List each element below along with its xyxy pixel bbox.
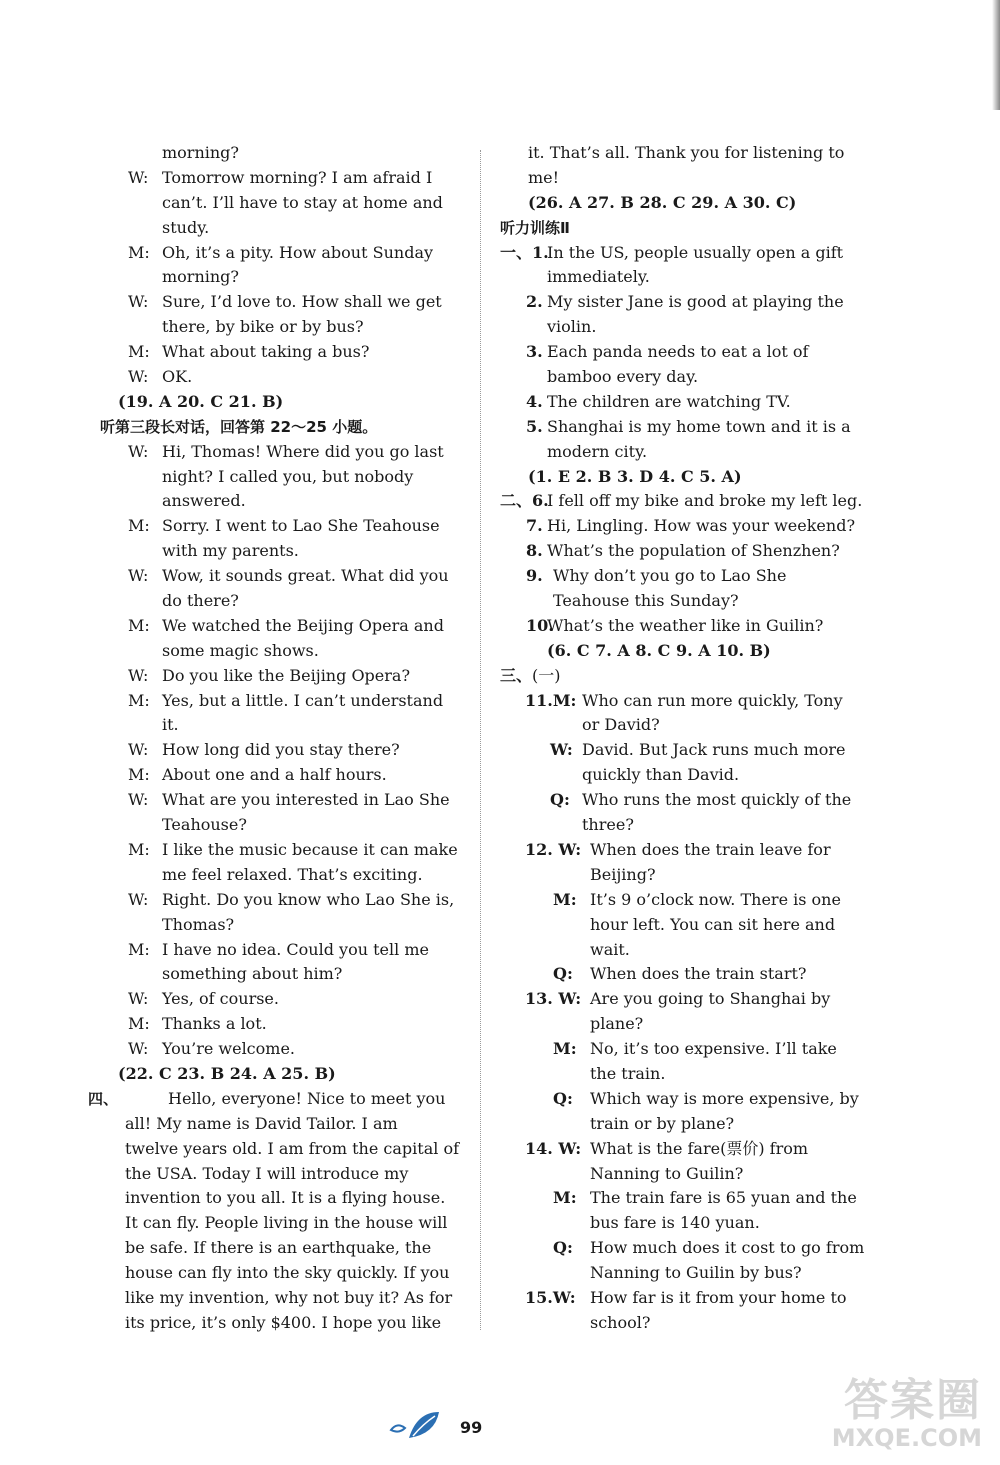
line-text: wait. [590, 939, 630, 959]
line-text: Nanning to Guilin? [590, 1163, 744, 1183]
item-label: Q: [553, 1088, 573, 1108]
line-text: How long did you stay there? [162, 740, 400, 760]
text-line [500, 888, 855, 913]
text-line [500, 1286, 855, 1311]
text-line [500, 489, 863, 514]
line-text: (1. E 2. B 3. D 4. C 5. A) [528, 466, 742, 486]
text-line [128, 265, 458, 290]
item-label: 一、1. [500, 242, 549, 262]
text-line [500, 913, 855, 938]
text-line [128, 191, 458, 216]
line-text: You’re welcome. [162, 1039, 295, 1059]
item-label: 10. [526, 615, 554, 635]
line-text: Are you going to Shanghai by [590, 989, 831, 1009]
text-line [128, 290, 458, 315]
line-text: plane? [590, 1014, 644, 1034]
text-line [128, 863, 458, 888]
text-line [128, 913, 458, 938]
line-text: No, it’s too expensive. I’ll take [590, 1039, 837, 1059]
text-line [128, 241, 458, 266]
speaker-label: W: [128, 1039, 149, 1059]
text-line [128, 216, 458, 241]
text-line [128, 589, 458, 614]
text-line [500, 539, 855, 564]
line-text: Hi, Thomas! Where did you go last [162, 441, 444, 461]
page-number: 99 [460, 1418, 483, 1437]
speaker-label: M: [128, 690, 150, 710]
text-line [128, 1012, 458, 1037]
item-label: 三、 [500, 665, 533, 685]
line-text: I like the music because it can make [162, 839, 458, 859]
text-line [125, 1311, 458, 1336]
text-line [128, 738, 458, 763]
text-line [88, 1087, 458, 1112]
line-text: (26. A 27. B 28. C 29. A 30. C) [528, 192, 797, 212]
line-text: Sorry. I went to Lao She Teahouse [162, 516, 440, 536]
text-line [125, 1137, 459, 1162]
scan-edge-shadow [992, 0, 1000, 110]
text-line [500, 141, 855, 166]
speaker-label: W: [128, 740, 149, 760]
speaker-label: W: [128, 566, 149, 586]
item-label: 二、6. [500, 491, 549, 511]
line-text: Why don’t you go to Lao She [553, 566, 787, 586]
text-line [500, 639, 855, 664]
line-text: OK. [162, 367, 193, 387]
text-line [500, 788, 855, 813]
line-text: What’s the population of Shenzhen? [547, 541, 840, 561]
watermark [831, 1375, 982, 1452]
line-text: When does the train leave for [590, 839, 831, 859]
speaker-label: W: [128, 889, 149, 909]
text-line [128, 365, 458, 390]
speaker-label: M: [128, 1014, 150, 1034]
text-line [128, 465, 458, 490]
line-text: all! My name is David Tailor. I am [125, 1113, 398, 1133]
line-text: house can fly into the sky quickly. If you [125, 1263, 450, 1283]
line-text: Hi, Lingling. How was your weekend? [547, 516, 856, 536]
line-text: Shanghai is my home town and it is a [547, 416, 851, 436]
text-line [128, 614, 458, 639]
text-line [128, 713, 458, 738]
text-line [500, 340, 855, 365]
watermark-top: 答案圈 [844, 1375, 982, 1426]
text-line [118, 1062, 458, 1087]
line-text: Teahouse? [162, 815, 247, 835]
text-line [500, 290, 855, 315]
line-text: Wow, it sounds great. What did you [162, 566, 449, 586]
line-text: Nanning to Guilin by bus? [590, 1263, 802, 1283]
text-line [500, 216, 855, 241]
line-text: it. [162, 715, 179, 735]
line-text: (19. A 20. C 21. B) [118, 391, 284, 411]
leaf-ornament-icon [385, 1408, 445, 1444]
text-line [500, 863, 855, 888]
text-line [128, 788, 458, 813]
text-line [500, 166, 855, 191]
text-line [500, 1211, 855, 1236]
text-line [500, 689, 855, 714]
text-line [500, 962, 855, 987]
speaker-label: M: [128, 939, 150, 959]
line-text: me feel relaxed. That’s exciting. [162, 864, 423, 884]
line-text: invention to you all. It is a flying house. [125, 1188, 446, 1208]
line-text: About one and a half hours. [162, 765, 387, 785]
item-label: 9. [526, 566, 543, 586]
line-text: 听第三段长对话，回答第 22～25 小题。 [100, 417, 378, 436]
line-text: How much does it cost to go from [590, 1238, 865, 1258]
line-text: answered. [162, 491, 246, 511]
line-text: three? [582, 815, 634, 835]
item-label: 2. [526, 292, 543, 312]
text-line [128, 813, 458, 838]
text-line [118, 390, 458, 415]
text-line [500, 415, 855, 440]
speaker-label: M: [128, 839, 150, 859]
line-text: What’s the weather like in Guilin? [547, 615, 824, 635]
speaker-label: W: [128, 665, 149, 685]
text-line [500, 813, 855, 838]
item-label: Q: [550, 790, 570, 810]
line-text: quickly than David. [582, 765, 740, 785]
speaker-label: M: [128, 342, 150, 362]
line-text: modern city. [547, 441, 648, 461]
speaker-label: W: [128, 292, 149, 312]
text-line [128, 838, 458, 863]
line-text: be safe. If there is an earthquake, the [125, 1238, 432, 1258]
line-text: there, by bike or by bus? [162, 317, 364, 337]
text-line [500, 265, 855, 290]
line-text: Oh, it’s a pity. How about Sunday [162, 242, 434, 262]
text-line [128, 689, 458, 714]
text-line [128, 315, 458, 340]
item-label: Q: [553, 964, 573, 984]
line-text: Yes, of course. [162, 989, 279, 1009]
speaker-label: W: [128, 167, 149, 187]
text-line [128, 539, 458, 564]
item-label: 4. [526, 391, 543, 411]
line-text: or David? [582, 715, 660, 735]
line-text: What about taking a bus? [162, 342, 370, 362]
line-text: What are you interested in Lao She [162, 790, 450, 810]
line-text: David. But Jack runs much more [582, 740, 846, 760]
text-line [500, 1162, 855, 1187]
text-line [128, 664, 458, 689]
line-text: Thanks a lot. [162, 1014, 267, 1034]
line-text: Which way is more expensive, by [590, 1088, 859, 1108]
line-text: its price, it’s only $400. I hope you like [125, 1312, 442, 1332]
text-line [500, 1087, 859, 1112]
text-line [500, 1062, 855, 1087]
line-text: How far is it from your home to [590, 1287, 847, 1307]
line-text: school? [590, 1312, 651, 1332]
text-line [500, 1012, 855, 1037]
text-line [128, 340, 458, 365]
text-line [128, 564, 458, 589]
text-line [125, 1186, 458, 1211]
line-text: (6. C 7. A 8. C 9. A 10. B) [547, 640, 771, 660]
speaker-label: M: [128, 615, 150, 635]
text-line [500, 738, 855, 763]
item-label: 8. [526, 541, 543, 561]
section-label: 四、 [88, 1089, 119, 1108]
line-text: the USA. Today I will introduce my [125, 1163, 409, 1183]
text-line [128, 514, 458, 539]
line-text: morning? [162, 143, 239, 162]
item-label: 13. W: [525, 989, 582, 1009]
line-text: What is the fare(票价) from [590, 1138, 809, 1158]
text-line [125, 1236, 458, 1261]
line-text: Sure, I’d love to. How shall we get [162, 292, 442, 312]
text-line [500, 838, 855, 863]
text-line [500, 191, 855, 216]
line-text: twelve years old. I am from the capital of [125, 1138, 459, 1158]
item-label: 7. [526, 516, 543, 536]
text-line [500, 713, 855, 738]
item-label: 12. W: [525, 839, 582, 859]
line-text: Yes, but a little. I can’t understand [162, 690, 444, 710]
line-text: something about him? [162, 964, 343, 984]
speaker-label: W: [128, 367, 149, 387]
text-line [500, 987, 855, 1012]
line-text: the train. [590, 1063, 666, 1083]
item-label: 3. [526, 342, 543, 362]
line-text: Do you like the Beijing Opera? [162, 665, 411, 685]
text-line [125, 1112, 458, 1137]
text-line [500, 241, 855, 266]
line-text: it. That’s all. Thank you for listening to [528, 143, 845, 162]
line-text: bus fare is 140 yuan. [590, 1213, 760, 1233]
line-text: We watched the Beijing Opera and [162, 615, 444, 635]
line-text: (一) [532, 665, 561, 685]
text-line [500, 589, 855, 614]
text-line [128, 639, 458, 664]
text-line [128, 763, 458, 788]
text-line [500, 1261, 855, 1286]
line-text: do there? [162, 591, 239, 611]
line-text: immediately. [547, 267, 650, 287]
text-line [128, 440, 458, 465]
line-text: train or by plane? [590, 1113, 735, 1133]
line-text: bamboo every day. [547, 367, 699, 387]
text-line [128, 166, 458, 191]
text-line [500, 365, 855, 390]
text-line [500, 315, 855, 340]
text-line [100, 415, 458, 440]
text-line [128, 962, 458, 987]
speaker-label: W: [128, 790, 149, 810]
line-text: like my invention, why not buy it? As for [125, 1287, 453, 1307]
speaker-label: W: [128, 989, 149, 1009]
line-text: Who runs the most quickly of the [582, 790, 852, 810]
text-line [128, 888, 458, 913]
text-line [125, 1162, 458, 1187]
line-text: The train fare is 65 yuan and the [590, 1188, 857, 1208]
line-text: can’t. I’ll have to stay at home and [162, 192, 443, 212]
line-text: 听力训练Ⅱ [500, 218, 570, 237]
text-line [500, 1037, 855, 1062]
text-line [500, 1137, 855, 1162]
watermark-bottom: MXQE.COM [831, 1424, 982, 1452]
line-text: me! [528, 167, 560, 187]
text-line [500, 1311, 855, 1336]
text-line [500, 465, 855, 490]
line-text: hour left. You can sit here and [590, 914, 836, 934]
item-label: M: [553, 1188, 577, 1208]
line-text: Thomas? [162, 914, 235, 934]
line-text: Hello, everyone! Nice to meet you [168, 1088, 446, 1108]
text-line [128, 489, 458, 514]
line-text: some magic shows. [162, 640, 319, 660]
text-line [128, 141, 458, 166]
line-text: (22. C 23. B 24. A 25. B) [118, 1063, 336, 1083]
line-text: Teahouse this Sunday? [553, 591, 739, 611]
item-label: M: [553, 889, 577, 909]
line-text: violin. [547, 317, 597, 337]
line-text: Who can run more quickly, Tony [582, 690, 843, 710]
line-text: study. [162, 217, 210, 237]
item-label: 5. [526, 416, 543, 436]
column-divider [480, 150, 481, 1330]
text-line [500, 1186, 855, 1211]
line-text: with my parents. [162, 541, 299, 561]
text-line [128, 987, 458, 1012]
text-line [500, 514, 855, 539]
text-line [500, 564, 855, 589]
text-line [500, 390, 855, 415]
line-text: I fell off my bike and broke my left leg. [547, 491, 863, 511]
text-line [500, 938, 855, 963]
item-label: 14. W: [525, 1138, 582, 1158]
line-text: It’s 9 o’clock now. There is one [590, 889, 841, 909]
line-text: Right. Do you know who Lao She is, [162, 889, 455, 909]
item-label: M: [553, 1039, 577, 1059]
item-label: 15.W: [525, 1287, 576, 1307]
text-line [500, 1112, 855, 1137]
text-line [500, 614, 855, 639]
item-label: 11.M: [525, 690, 577, 710]
text-line [125, 1286, 458, 1311]
line-text: I have no idea. Could you tell me [162, 939, 429, 959]
line-text: Tomorrow morning? I am afraid I [162, 167, 433, 187]
speaker-label: M: [128, 765, 150, 785]
line-text: The children are watching TV. [547, 391, 791, 411]
line-text: In the US, people usually open a gift [547, 242, 844, 262]
text-line [500, 664, 855, 689]
line-text: It can fly. People living in the house will [125, 1213, 448, 1233]
text-line [500, 1236, 865, 1261]
left-column [88, 141, 459, 1336]
item-label: Q: [553, 1238, 573, 1258]
text-line [128, 1037, 458, 1062]
item-label: W: [550, 740, 573, 760]
text-line [128, 938, 458, 963]
line-text: My sister Jane is good at playing the [547, 292, 844, 312]
line-text: morning? [162, 267, 239, 287]
speaker-label: M: [128, 516, 150, 536]
line-text: night? I called you, but nobody [162, 466, 414, 486]
line-text: Each panda needs to eat a lot of [547, 342, 809, 362]
text-line [125, 1211, 458, 1236]
right-column [500, 141, 865, 1336]
line-text: Beijing? [590, 864, 656, 884]
text-line [500, 440, 855, 465]
text-line [125, 1261, 458, 1286]
text-line [500, 763, 855, 788]
speaker-label: M: [128, 242, 150, 262]
speaker-label: W: [128, 441, 149, 461]
line-text: When does the train start? [590, 964, 807, 984]
